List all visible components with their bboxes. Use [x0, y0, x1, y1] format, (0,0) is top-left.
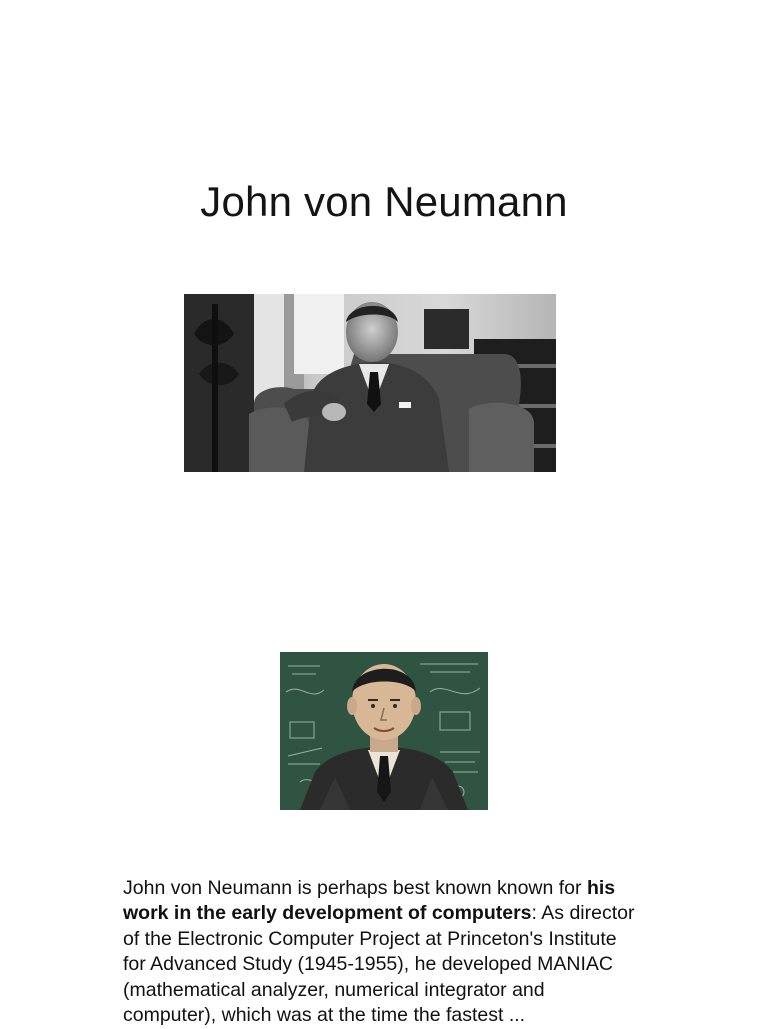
portrait-photo-icon	[184, 294, 556, 472]
portrait-illustration-icon	[280, 652, 488, 810]
paragraph-rest: : As director of the Electronic Computer Project at Princeton's Institute for Advanced Study (1945-1955), he developed MANIAC (mathematical analyzer, numerical integrator and computer), which was at the time the fastest ...	[123, 902, 635, 1026]
paragraph-intro: John von Neumann is perhaps best known known for	[123, 876, 587, 899]
portrait-photo	[184, 294, 556, 472]
description-paragraph	[123, 876, 643, 1029]
page-title: John von Neumann	[200, 178, 568, 226]
paragraph-emphasis: his work in the early development of computers	[123, 876, 616, 924]
portrait-illustration	[280, 652, 488, 810]
